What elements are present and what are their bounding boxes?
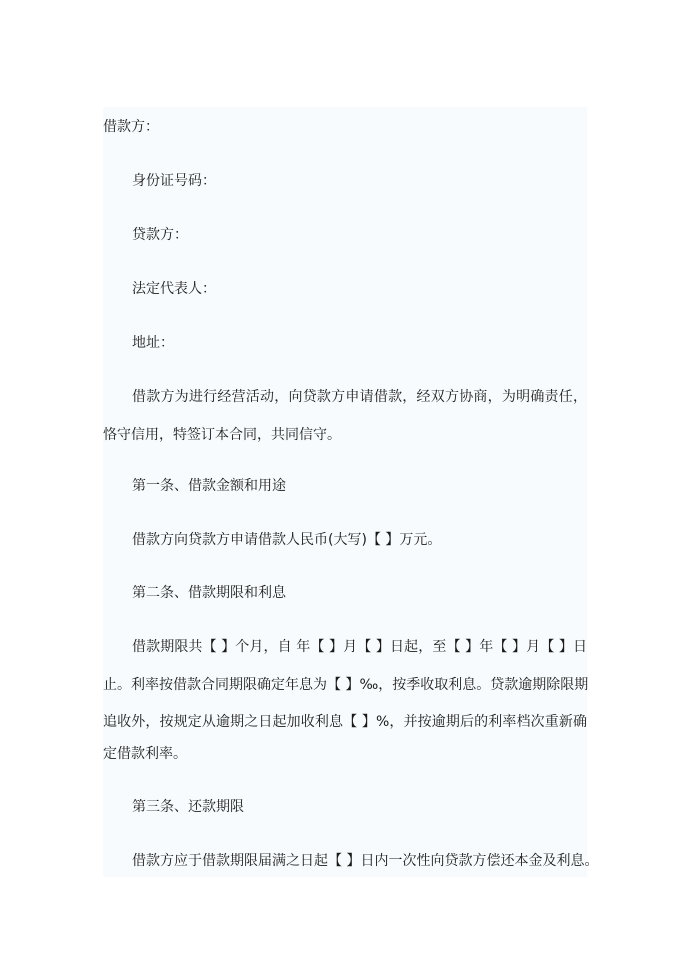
article-3-body: 借款方应于借款期限届满之日起【 】日内一次性向贷款方偿还本金及利息。 [132, 853, 599, 869]
legal-representative-label: 法定代表人： [132, 281, 216, 297]
article-2-body-line-1: 借款期限共【 】个月，自 年【 】月【 】日起，至【 】年【 】月【 】日 [132, 639, 587, 655]
id-number-label: 身份证号码： [132, 173, 216, 189]
article-2-body-line-2: 止。利率按借款合同期限确定年息为【 】‰，按季收取利息。贷款逾期除限期 [103, 677, 589, 693]
intro-line-2: 恪守信用，特签订本合同，共同信守。 [103, 427, 341, 443]
address-label: 地址： [132, 335, 174, 351]
article-1-heading: 第一条、借款金额和用途 [132, 478, 286, 494]
article-1-body: 借款方向贷款方申请借款人民币(大写)【 】万元。 [132, 532, 442, 548]
article-3-heading: 第三条、还款期限 [132, 799, 244, 815]
intro-line-1: 借款方为进行经营活动，向贷款方申请借款，经双方协商，为明确责任， [132, 389, 587, 405]
article-2-heading: 第二条、借款期限和利息 [132, 585, 286, 601]
borrower-label: 借款方： [103, 119, 159, 135]
lender-label: 贷款方： [132, 227, 188, 243]
article-2-body-line-4: 定借款利率。 [103, 746, 187, 762]
article-2-body-line-3: 追收外，按规定从逾期之日起加收利息【 】%，并按逾期后的利率档次重新确 [103, 714, 587, 730]
